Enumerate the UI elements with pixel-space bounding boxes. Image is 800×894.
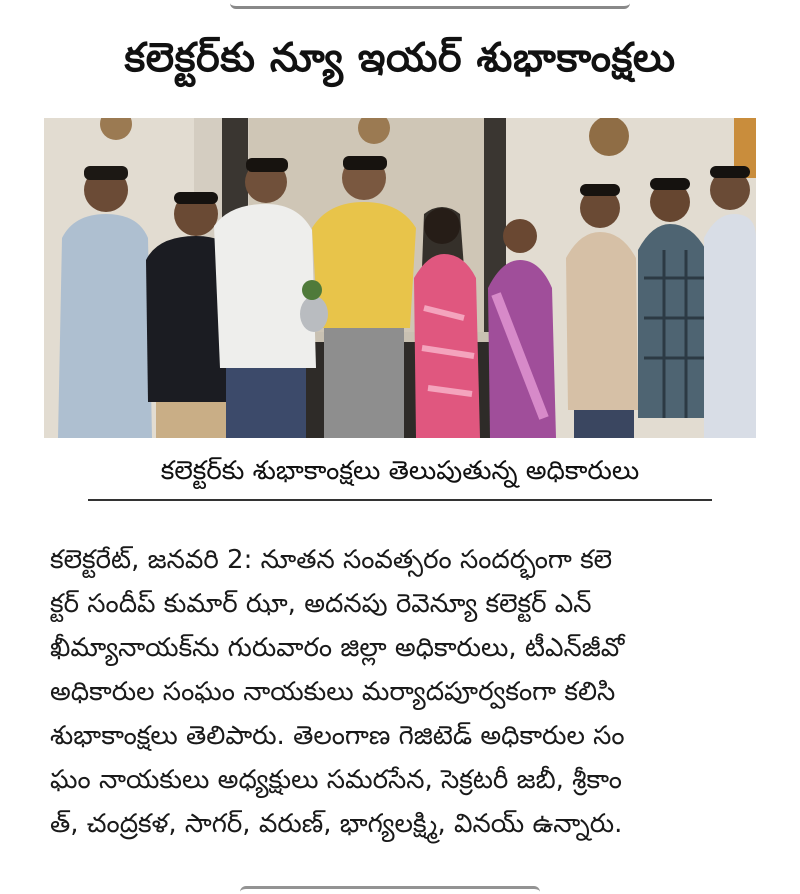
- body-line: త్, చంద్రకళ, సాగర్, వరుణ్, భాగ్యలక్ష్మి, వినయ్ ఉన్నారు.: [50, 809, 623, 839]
- body-line: ఘం నాయకులు అధ్యక్షులు సమరసేన, సెక్రటరీ జబీ, శ్రీకాం: [50, 765, 622, 795]
- article-headline: కలెక్టర్‌కు న్యూ ఇయర్ శుభాకాంక్షలు: [124, 35, 676, 81]
- photo-caption: కలెక్టర్‌కు శుభాకాంక్షలు తెలుపుతున్న అధికారులు: [160, 456, 640, 486]
- next-article-fragment: [0, 882, 800, 894]
- news-photo: [44, 118, 756, 438]
- caption-underline: [88, 499, 712, 501]
- body-line: అధికారుల సంఘం నాయకులు మర్యాదపూర్వకంగా కలిసి: [50, 677, 616, 707]
- body-line: క్టర్ సందీప్ కుమార్ ఝా, అదనపు రెవెన్యూ కలెక్టర్ ఎన్: [50, 589, 592, 619]
- article-body: [50, 538, 754, 846]
- previous-article-fragment: [0, 0, 800, 18]
- body-line: శుభాకాంక్షలు తెలిపారు. తెలంగాణ గెజిటెడ్ అధికారుల సం: [50, 721, 625, 751]
- body-line: ఖీమ్యానాయక్‌ను గురువారం జిల్లా అధికారులు, టీఎన్‌జీవో: [50, 633, 625, 663]
- body-line: కలెక్టరేట్, జనవరి 2: నూతన సంవత్సరం సందర్భంగా కలె: [50, 545, 613, 575]
